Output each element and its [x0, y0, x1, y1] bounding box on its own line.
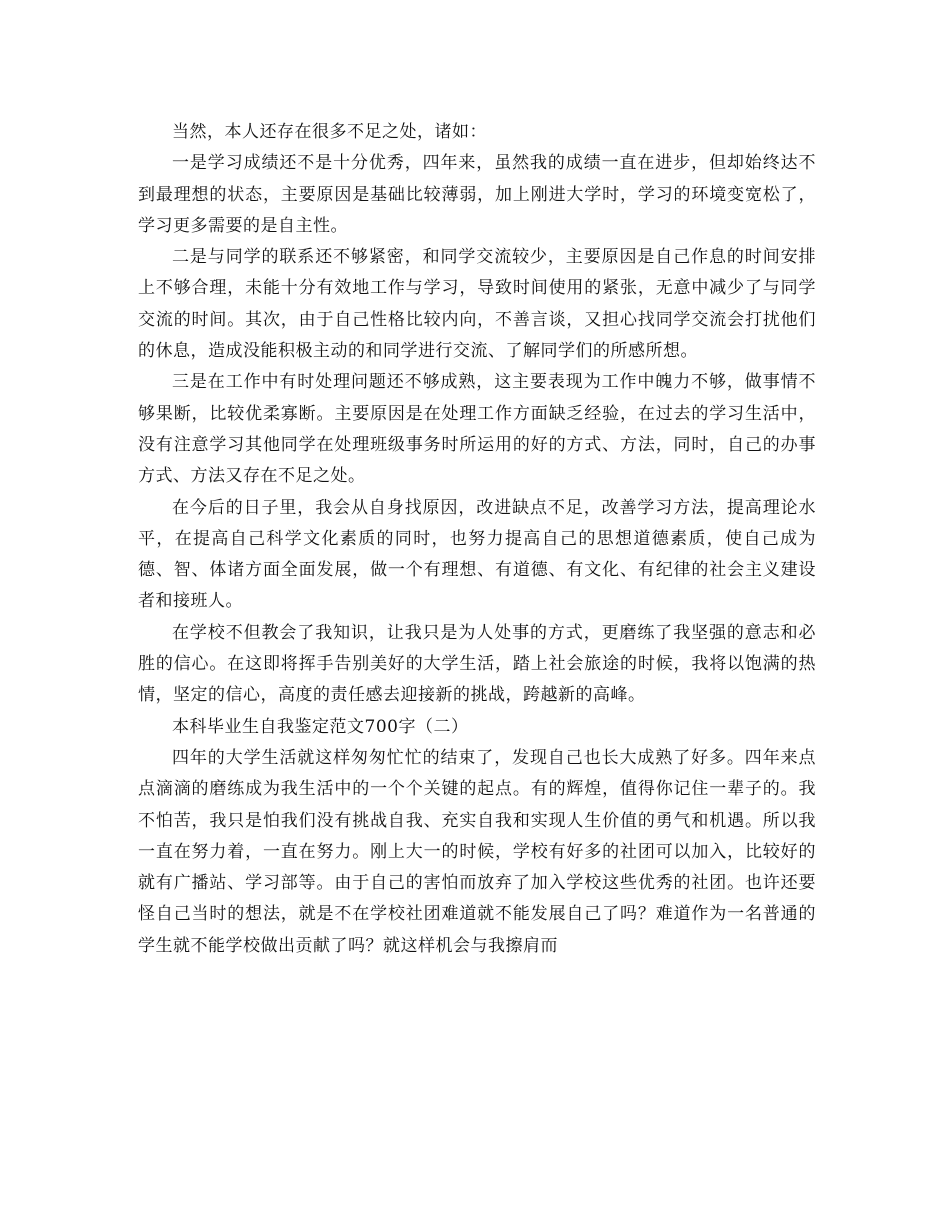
- paragraph-point-two: 二是与同学的联系还不够紧密，和同学交流较少，主要原因是自己作息的时间安排上不够合理，未能十分有效地工作与学习，导致时间使用的紧张，无意中减少了与同学交流的时间。其次，由于自己性格比较内向，不善言谈，又担心找同学交流会打扰他们的休息，造成没能积极主动的和同学进行交流、了解同学们的所感所想。: [138, 247, 816, 362]
- paragraph-intro: 当然，本人还存在很多不足之处，诸如：: [172, 122, 487, 142]
- paragraph-school-gratitude: 在学校不但教会了我知识，让我只是为人处事的方式，更磨练了我坚强的意志和必胜的信心。在这即将挥手告别美好的大学生活，踏上社会旅途的时候，我将以饱满的热情，坚定的信心，高度的责任感去迎接新的挑战，跨越新的高峰。: [138, 622, 816, 706]
- paragraph-future-plan: 在今后的日子里，我会从自身找原因，改进缺点不足，改善学习方法，提高理论水平，在提高自己科学文化素质的同时，也努力提高自己的思想道德素质，使自己成为德、智、体诸方面全面发展，做一个有理想、有道德、有文化、有纪律的社会主义建设者和接班人。: [138, 497, 816, 612]
- paragraph-section-two-body: 四年的大学生活就这样匆匆忙忙的结束了，发现自己也长大成熟了好多。四年来点点滴滴的磨练成为我生活中的一个个关键的起点。有的辉煌，值得你记住一辈子的。我不怕苦，我只是怕我们没有挑战自我、充实自我和实现人生价值的勇气和机遇。所以我一直在努力着，一直在努力。刚上大一的时候，学校有好多的社团可以加入，比较好的就有广播站、学习部等。由于自己的害怕而放弃了加入学校这些优秀的社团。也许还要怪自己当时的想法，就是不在学校社团难道就不能发展自己了吗？难道作为一名普通的学生就不能学校做出贡献了吗？就这样机会与我擦肩而: [138, 747, 816, 956]
- section-heading: 本科毕业生自我鉴定范文700字（二）: [172, 716, 469, 737]
- paragraph-point-three: 三是在工作中有时处理问题还不够成熟，这主要表现为工作中魄力不够，做事情不够果断，比较优柔寡断。主要原因是在处理工作方面缺乏经验，在过去的学习生活中，没有注意学习其他同学在处理班级事务时所运用的好的方式、方法，同时，自己的办事方式、方法又存在不足之处。: [138, 372, 816, 487]
- paragraph-point-one: 一是学习成绩还不是十分优秀，四年来，虽然我的成绩一直在进步，但却始终达不到最理想的状态，主要原因是基础比较薄弱，加上刚进大学时，学习的环境变宽松了，学习更多需要的是自主性。: [138, 153, 816, 236]
- document-body: [138, 117, 816, 962]
